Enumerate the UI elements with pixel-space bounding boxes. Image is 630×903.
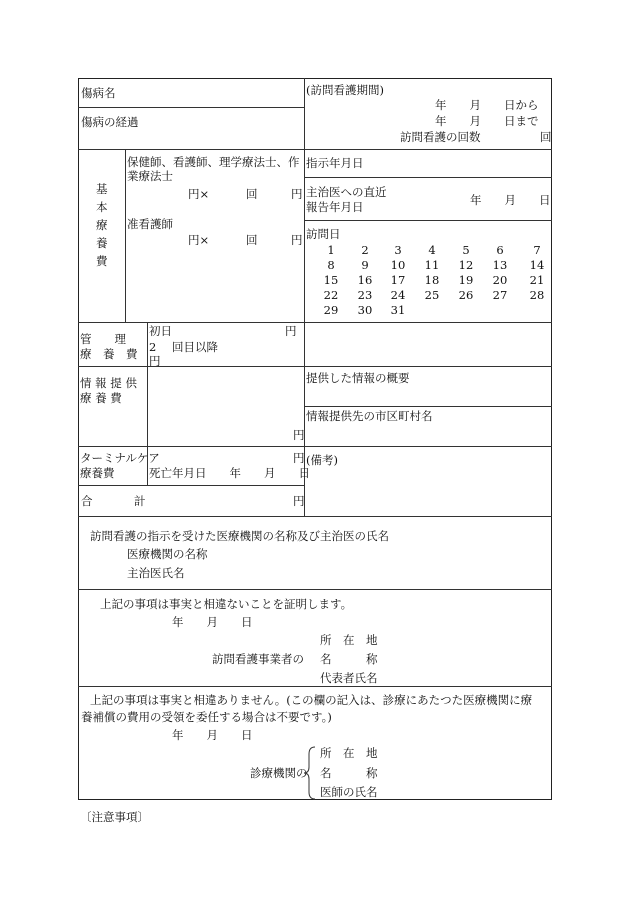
operator-address-label: 所 在 地 [320,633,378,647]
visit-count-unit: 回 [540,130,552,144]
visit-day: 13 [492,258,508,272]
visit-day: 22 [323,288,339,302]
visit-day: 1 [327,243,335,257]
visit-period-to: 年 月 日まで [435,114,539,128]
report-date-value: 年 月 日 [470,193,551,207]
divider [125,149,126,322]
clinic-address-label: 所 在 地 [320,746,378,760]
divider [304,177,552,178]
nurses-yen: 円 [291,187,303,201]
representative-label: 代表者氏名 [320,671,378,685]
second-visit-yen: 円 [149,354,161,368]
visit-day: 19 [458,273,474,287]
visit-count-label: 訪問看護の回数 [400,130,481,144]
visit-day: 23 [357,288,373,302]
visit-period-label: (訪問看護期間) [306,83,384,97]
first-day-label: 初日 [149,324,172,338]
nurses-label: 保健師、看護師、理学療法士、作業療法士 [127,155,300,183]
visit-day: 31 [390,303,406,317]
info-fee-label: 療 養 費 [80,391,122,405]
report-date-label: 主治医への直近 [306,185,387,199]
total-label: 合 [81,494,93,508]
doctor-name-label: 主治医氏名 [127,566,185,580]
clinic-doctor-label: 医師の氏名 [320,785,378,799]
visit-day: 17 [390,273,406,287]
visit-day: 20 [492,273,508,287]
visit-day: 14 [529,258,545,272]
visit-day: 2 [361,243,369,257]
practical-times: 回 [246,233,258,247]
instruction-date-label: 指示年月日 [306,156,364,170]
visit-day: 27 [492,288,508,302]
visit-day: 6 [496,243,504,257]
total-yen: 円 [293,494,305,508]
clinic-statement: 養補償の費用の受領を委任する場合は不要です。) [81,710,332,724]
divider [78,446,552,447]
visit-day: 11 [424,258,440,272]
visit-day: 16 [357,273,373,287]
visit-day: 28 [529,288,545,302]
second-visit-label: 回目以降 [172,340,218,354]
report-date-label: 報告年月日 [306,200,364,214]
death-date: 死亡年月日 年 月 日 [149,466,310,480]
practical-yen: 円 [291,233,303,247]
divider [78,686,552,687]
visit-day: 10 [390,258,406,272]
divider [78,149,552,150]
divider [78,589,552,590]
nurses-rate: 円× [188,187,210,201]
certify-date: 年 月 日 [172,615,253,629]
info-fee-label: 情 報 提 供 [80,376,137,390]
divider [304,406,552,407]
notes-heading: 〔注意事項〕 [80,810,149,824]
visit-day: 21 [529,273,545,287]
visit-day: 26 [458,288,474,302]
operator-label: 訪問看護事業者の [212,652,304,666]
second-visit-number: 2 [149,340,157,354]
visit-day: 30 [357,303,373,317]
terminal-care-label: ターミナルケア [80,451,160,465]
terminal-care-label: 療養費 [80,466,115,480]
info-destination-label: 情報提供先の市区町村名 [306,409,433,423]
visit-day: 15 [323,273,339,287]
institution-heading: 訪問看護の指示を受けた医療機関の名称及び主治医の氏名 [90,529,389,543]
management-fee-label: 管 理 [80,332,126,346]
clinic-statement: 上記の事項は事実と相違ありません。(この欄の記入は、診療にあたつた医療機関に療 [90,693,533,707]
visit-day: 24 [390,288,406,302]
disease-course-label: 傷病の経過 [81,115,139,129]
first-day-yen: 円 [285,324,297,338]
practical-nurse-label: 准看護師 [127,217,173,231]
visit-day: 25 [424,288,440,302]
divider [78,107,304,108]
management-fee-label: 療 養 費 [80,347,138,361]
visit-day: 4 [428,243,436,257]
visit-day: 3 [394,243,402,257]
disease-name-label: 傷病名 [81,86,116,100]
clinic-date: 年 月 日 [172,728,253,742]
clinic-name-label: 名 称 [320,766,378,780]
nurses-times: 回 [246,187,258,201]
total-label: 計 [134,494,146,508]
brace-icon [303,746,317,800]
divider [304,220,552,221]
visit-day: 5 [462,243,470,257]
divider [78,322,552,323]
visit-days-label: 訪問日 [306,227,341,241]
info-summary-label: 提供した情報の概要 [306,371,410,385]
info-fee-yen: 円 [293,428,305,442]
operator-name-label: 名 称 [320,652,378,666]
visit-day: 7 [533,243,541,257]
visit-day: 18 [424,273,440,287]
visit-day: 8 [327,258,335,272]
visit-day: 9 [361,258,369,272]
divider [78,485,304,486]
remarks-label: (備考) [306,453,338,467]
visit-period-from: 年 月 日から [435,98,539,112]
practical-rate: 円× [188,233,210,247]
visit-day: 29 [323,303,339,317]
basic-fee-label: 基 本 療 養 費 [96,182,108,268]
divider [78,516,552,517]
visit-day: 12 [458,258,474,272]
terminal-care-yen: 円 [293,451,305,465]
certify-statement: 上記の事項は事実と相違ないことを証明します。 [100,597,353,611]
clinic-label: 診療機関の [250,766,308,780]
institution-name-label: 医療機関の名称 [127,547,208,561]
